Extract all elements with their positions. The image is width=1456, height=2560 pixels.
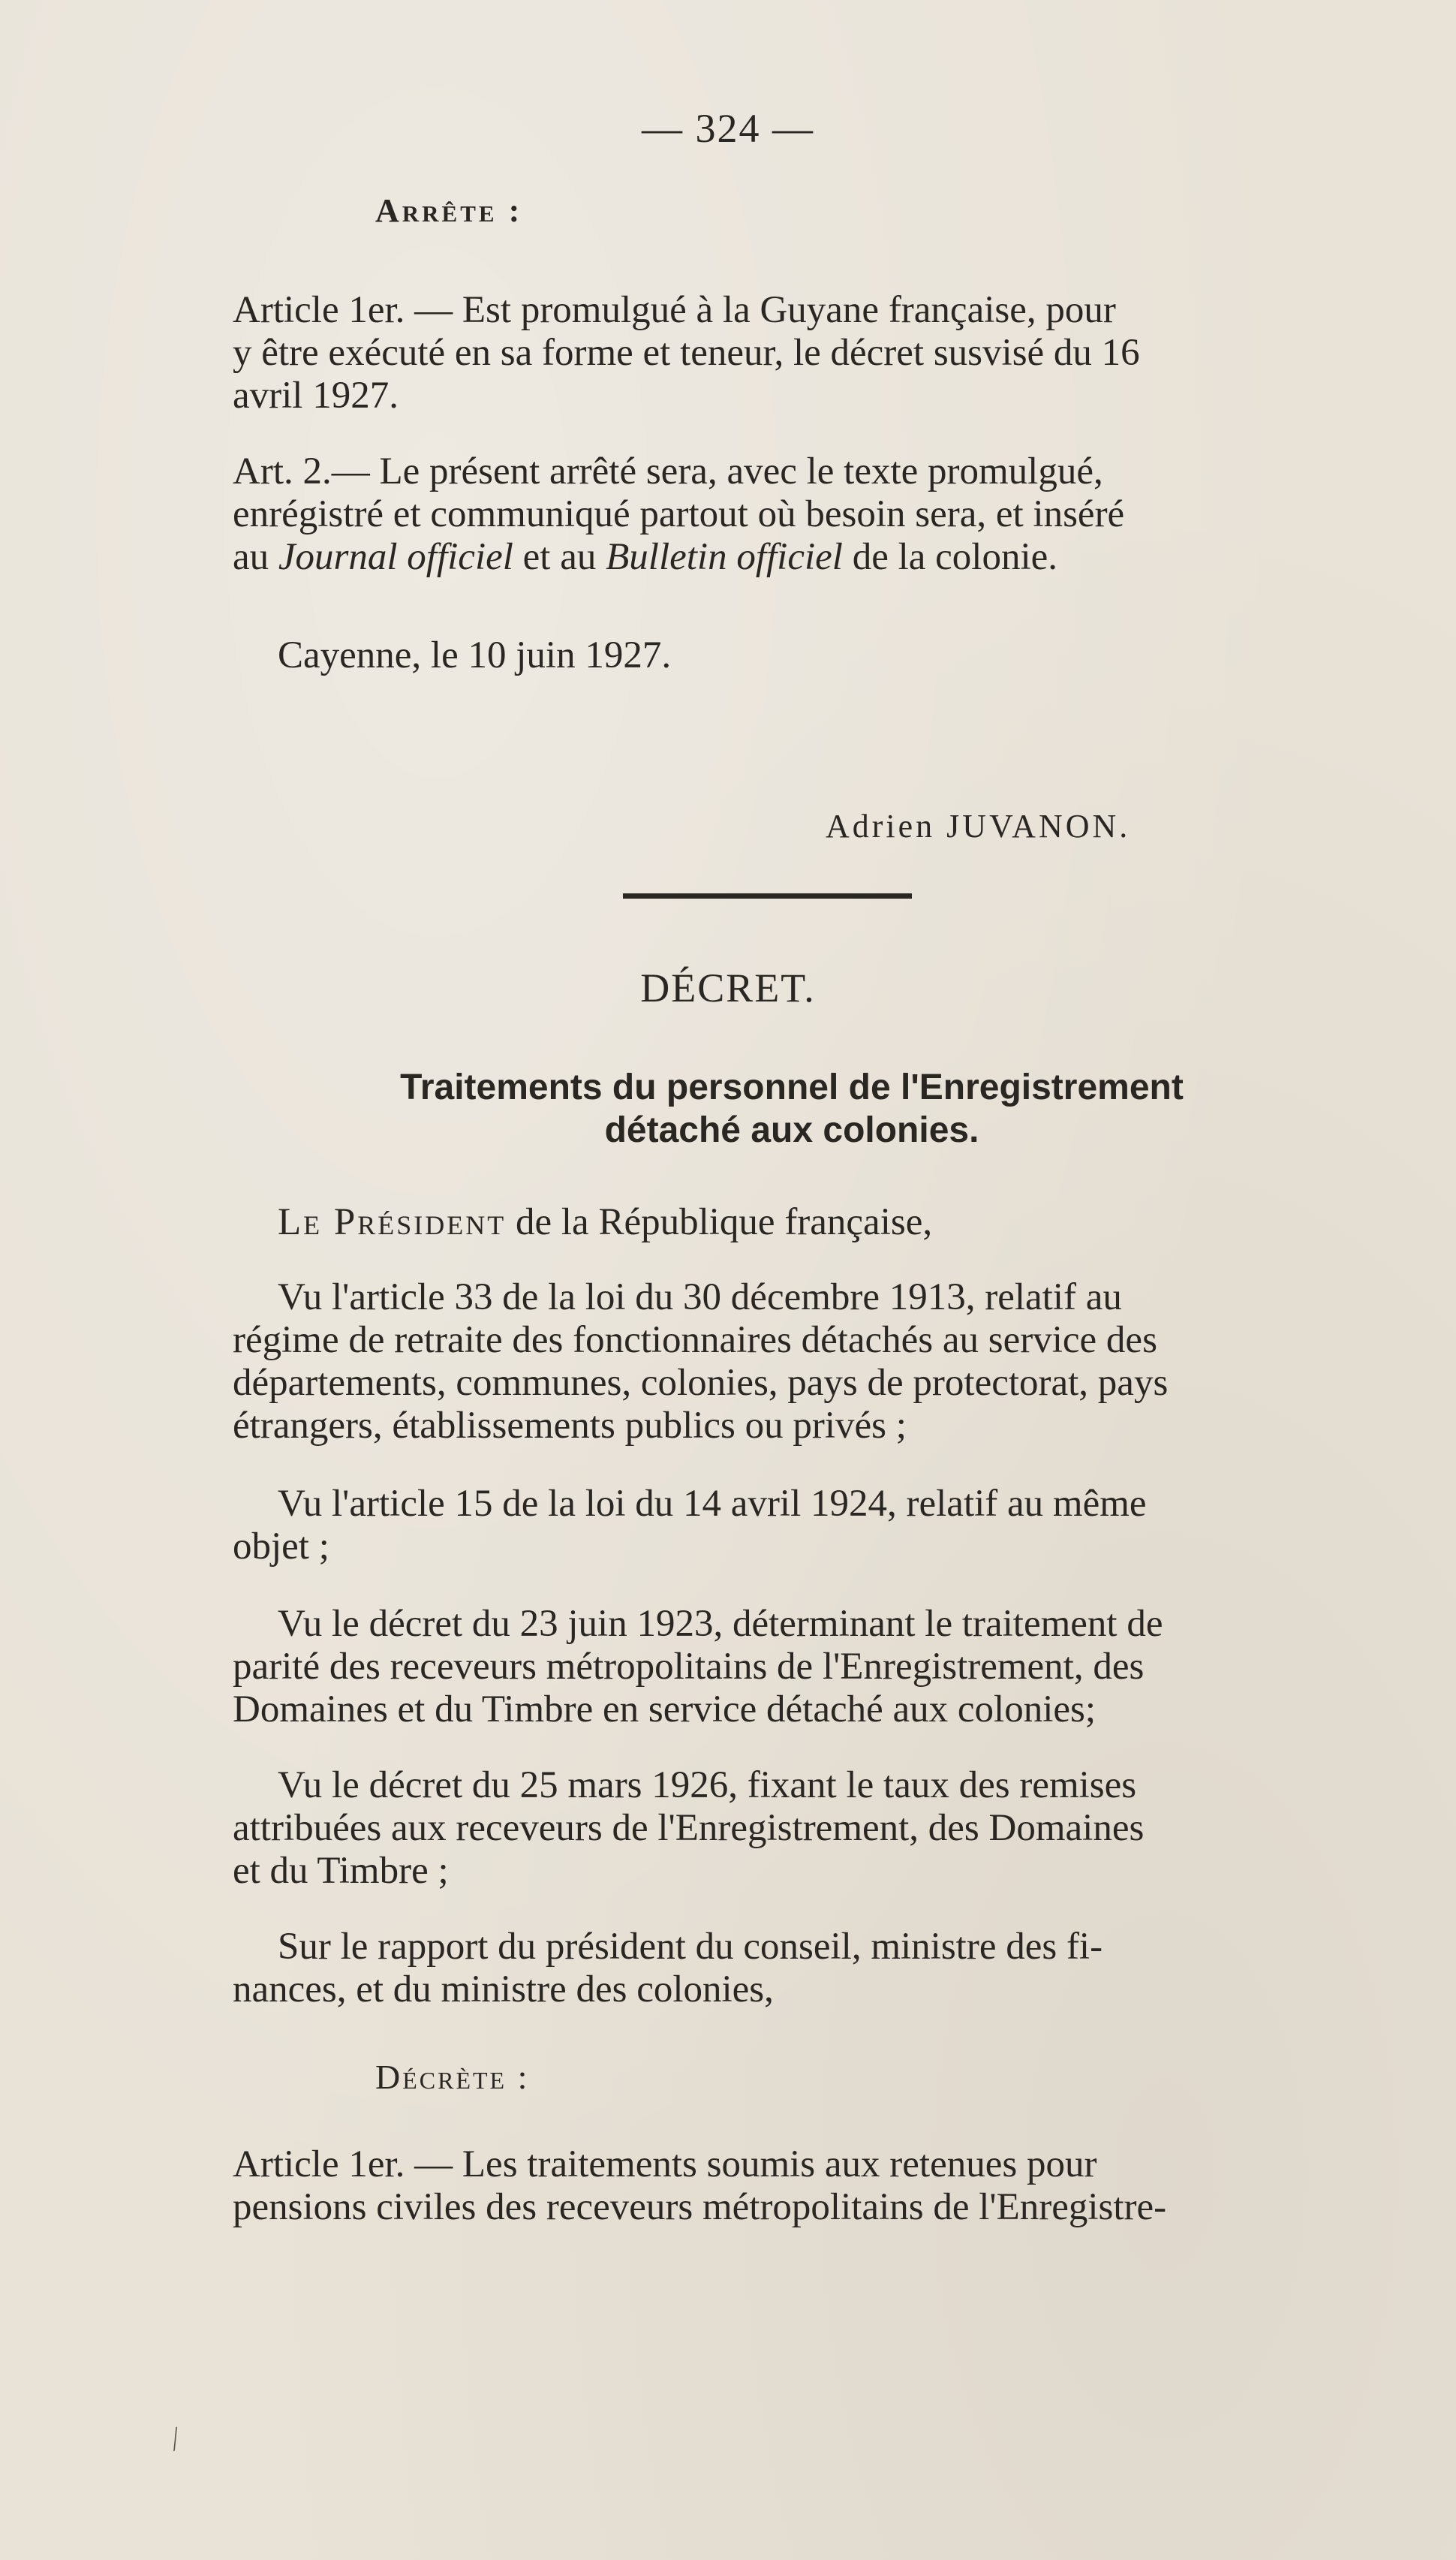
vu-1-line-1: Vu l'article 33 de la loi du 30 décembre 1913, relatif au [278,1276,1122,1318]
vu-2-line-2: objet ; [233,1525,329,1568]
decret-title: DÉCRET. [640,965,816,1010]
president-line [278,1201,1351,1244]
vu-1-line-3: départements, communes, colonies, pays de protectorat, pays [233,1362,1169,1404]
vu-1-line-4: étrangers, établissements publics ou privés ; [233,1405,907,1447]
article-2-line-1: Art. 2.— Le présent arrêté sera, avec le texte promulgué, [233,450,1103,492]
arrete-heading: Arrête : [375,192,523,229]
vu-4-line-1: Vu le décret du 25 mars 1926, fixant le taux des remises [278,1764,1137,1806]
final-line-2: pensions civiles des receveurs métropolitains de l'Enregistre- [233,2186,1167,2228]
article-1-line-2: y être exécuté en sa forme et teneur, le décret susvisé du 16 [233,332,1140,374]
signature: Adrien JUVANON. [826,808,1131,845]
article-2-paragraph [233,450,1351,579]
article-1-paragraph [233,289,1351,417]
article-2-line-3-mid: et au [513,536,606,578]
bulletin-officiel-text: Bulletin officiel [606,536,843,578]
page-number: — 324 — [642,106,814,151]
final-line-1: Article 1er. — Les traitements soumis aux retenues pour [233,2143,1097,2185]
article-2-line-2: enrégistré et communiqué partout où besoin sera, et inséré [233,493,1125,535]
article-2-line-3 [233,536,1351,579]
vu-4-paragraph [233,1764,1351,1893]
journal-officiel-text: Journal officiel [278,536,513,578]
section-divider [623,893,912,899]
vu-3-paragraph [233,1603,1351,1731]
sur-line-2: nances, et du ministre des colonies, [233,1968,774,2010]
sur-le-rapport-paragraph [233,1926,1351,2011]
vu-4-line-3: et du Timbre ; [233,1850,449,1892]
vu-2-paragraph [233,1483,1351,1568]
vu-1-line-2: régime de retraite des fonctionnaires détachés au service des [233,1319,1157,1361]
vu-3-line-1: Vu le décret du 23 juin 1923, déterminant le traitement de [278,1603,1163,1645]
vu-2-line-1: Vu l'article 15 de la loi du 14 avril 1924, relatif au même [278,1483,1147,1525]
president-rest: de la République française, [506,1201,933,1243]
vu-1-paragraph [233,1276,1351,1447]
decret-subject-line-1: Traitements du personnel de l'Enregistrement [400,1068,1184,1107]
decret-subject-line-2: détaché aux colonies. [604,1110,979,1150]
sur-line-1: Sur le rapport du président du conseil, ministre des fi- [278,1926,1103,1968]
article-1-line-3: avril 1927. [233,375,399,417]
paper-mark: ⁄ [164,2423,186,2455]
vu-4-line-2: attribuées aux receveurs de l'Enregistrement, des Domaines [233,1807,1145,1849]
decrete-heading: Décrète : [375,2058,530,2096]
article-2-line-3-post: de la colonie. [842,536,1058,578]
date-line: Cayenne, le 10 juin 1927. [278,634,672,676]
article-1-line-1: Article 1er. — Est promulgué à la Guyane française, pour [233,289,1116,331]
final-article-paragraph [233,2143,1351,2229]
vu-3-line-2: parité des receveurs métropolitains de l'Enregistrement, des [233,1646,1145,1688]
article-2-line-3-pre: au [233,536,278,578]
vu-3-line-3: Domaines et du Timbre en service détaché aux colonies; [233,1688,1097,1730]
decret-subject [233,1066,1351,1152]
president-smallcaps: Le Président [278,1201,507,1243]
